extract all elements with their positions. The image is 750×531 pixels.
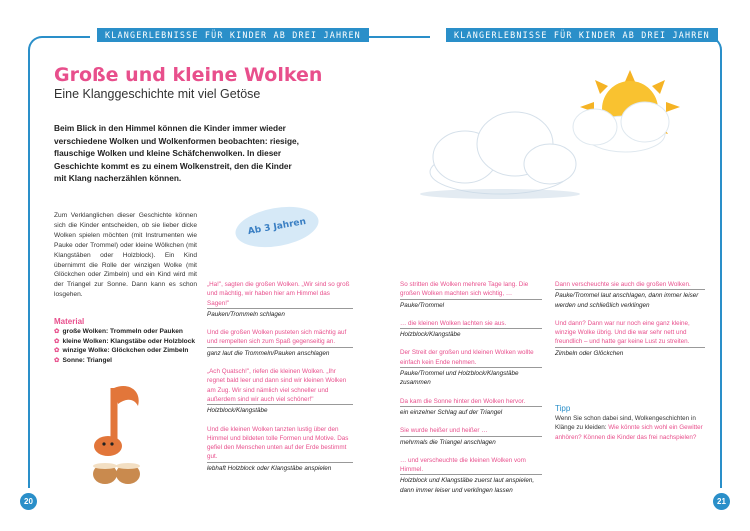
story-paragraph: Und dann? Dann war nur noch eine ganz kleine, winzige Wolke übrig. Und die war sehr nett und freundlich – und hatte gar keine Lust zu streiten. Zimbeln oder Glöckchen — [555, 319, 705, 358]
story-paragraph: So stritten die Wolken mehrere Tage lang. Die großen Wolken machten sich wichtig, … Pauke/Trommel — [400, 280, 542, 310]
music-note-illustration — [80, 380, 160, 490]
story-paragraph: Dann verscheuchte sie auch die großen Wolken. Pauke/Trommel laut anschlagen, dann immer leiser werden und schließlich verklingen — [555, 280, 705, 310]
tipp-text: Wenn Sie schon dabei sind, Wolkengeschichten in Klänge zu kleiden: Wie könnte sich wohl ein Gewitter anhören? Können die Kinder das frei nachspielen? — [555, 415, 703, 441]
header-label-right: KLANGERLEBNISSE FÜR KINDER AB DREI JAHREN — [446, 28, 718, 42]
material-title: Material — [54, 317, 85, 326]
sun-clouds-illustration — [390, 62, 720, 212]
story-column-4 — [555, 280, 705, 367]
story-paragraph: „Ha!", sagten die großen Wolken. „Wir sind so groß und mächtig, wir haben hier am Himmel das Sagen!" Pauken/Trommeln schlagen — [207, 280, 353, 319]
page-number-right: 21 — [713, 493, 730, 510]
cloud-front — [430, 112, 576, 194]
page-subtitle: Eine Klanggeschichte mit viel Getöse — [54, 87, 261, 101]
material-item: ✿ kleine Wolken: Klangstäbe oder Holzblock — [54, 337, 196, 345]
story-column-2 — [207, 280, 353, 482]
story-column-3 — [400, 280, 542, 504]
material-item: ✿ winzige Wolke: Glöckchen oder Zimbeln — [54, 347, 189, 355]
story-paragraph: Und die großen Wolken pusteten sich mächtig auf und rempelten sich zum Spaß gegenseitig an. ganz laut die Trommeln/Pauken anschlagen — [207, 328, 353, 358]
body-left-text: Zum Verklanglichen dieser Geschichte können sich die Kinder entscheiden, ob sie lieber dicke Wolken spielen möchten (mit Instrumenten wie Pauke oder Trommel) oder kleine Wölkchen (mit Klangstäben oder Holzblock). Ein Kind übernimmt die Rolle der winzigen Wolke (mit Glöckchen oder Zimbeln) und ein Kind wird mit der Triangel zur Sonne. Dann kann es schon losgehen. — [54, 212, 197, 299]
story-paragraph: Da kam die Sonne hinter den Wolken hervor. ein einzelner Schlag auf der Triangel — [400, 397, 542, 418]
material-list — [54, 327, 195, 366]
material-item: ✿ Sonne: Triangel — [54, 357, 112, 365]
page-title: Große und kleine Wolken — [54, 64, 323, 86]
header-label-left: KLANGERLEBNISSE FÜR KINDER AB DREI JAHREN — [97, 28, 369, 42]
story-paragraph: Sie wurde heißer und heißer … mehrmals die Triangel anschlagen — [400, 426, 542, 447]
intro-text: Beim Blick in den Himmel können die Kinder immer wieder verschiedene Wolken und Wolkenformen beobachten: riesige, flauschige Wolken und kleine Schäfchenwolken. In dieser Geschichte kommt es zu einem Wolkenstreit, den die Kinder mit Klang nacherzählen können. — [54, 123, 299, 184]
story-paragraph: „Ach Quatsch!", riefen die kleinen Wolken. „Ihr regnet bald leer und dann sind wir kleinen Wolken am Zug. Wir sind nämlich viel schneller und außerdem sind wir auch viel schöner!" Holzblock/Klangstäbe — [207, 367, 353, 415]
age-badge: Ab 3 Jahren — [232, 201, 321, 253]
story-paragraph: … die kleinen Wolken lachten sie aus. Holzblock/Klangstäbe — [400, 319, 542, 340]
story-paragraph: Der Streit der großen und kleinen Wolken wollte einfach kein Ende nehmen. Pauke/Trommel und Holzblock/Klangstäbe zusammen — [400, 348, 542, 387]
material-item: ✿ große Wolken: Trommeln oder Pauken — [54, 328, 183, 335]
page-number-left: 20 — [20, 493, 37, 510]
story-paragraph: … und verscheuchte die kleinen Wolken vom Himmel. Holzblock und Klangstäbe zuerst laut anspielen, dann immer leiser und verklingen lassen — [400, 456, 542, 495]
tipp-title: Tipp — [555, 404, 571, 413]
story-paragraph: Und die kleinen Wolken tanzten lustig über den Himmel und bildeten tolle Formen und Motive. Das gefiel den Menschen unten auf der Erde bestimmt gut. lebhaft Holzblock oder Klangstäbe anspielen — [207, 425, 353, 473]
